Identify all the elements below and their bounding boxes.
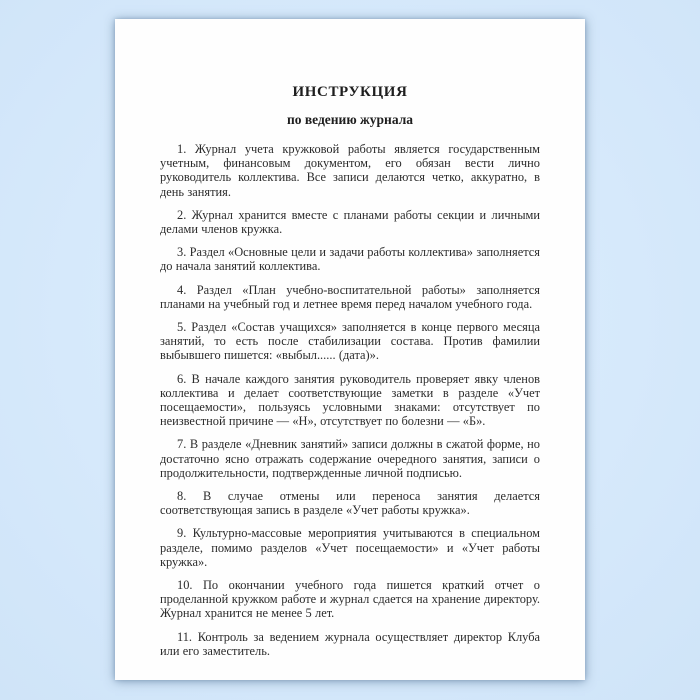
document-page [115,19,585,680]
document-paragraph: 3. Раздел «Основные цели и задачи работы коллектива» заполняется до начала занятий коллектива. [160,245,540,274]
document-paragraph: 10. По окончании учебного года пишется краткий отчет о проделанной кружком работе и журнал сдается на хранение директору. Журнал хранится не менее 5 лет. [160,578,540,621]
document-paragraph: 7. В разделе «Дневник занятий» записи должны в сжатой форме, но достаточно ясно отражать содержание очередного занятия, записи о продолжительности, подтвержденные личной подписью. [160,437,540,480]
document-paragraph: 11. Контроль за ведением журнала осуществляет директор Клуба или его заместитель. [160,629,540,658]
document-paragraph: 8. В случае отмены или переноса занятия делается соответствующая запись в разделе «Учет работы кружка». [160,489,540,518]
document-title: ИНСТРУКЦИЯ [292,84,408,100]
document-paragraph: 1. Журнал учета кружковой работы является государственным учетным, финансовым документом, его обязан вести лично руководитель коллектива. Все записи делаются четко, аккуратно, в день занятия. [160,142,540,199]
document-paragraph: 6. В начале каждого занятия руководитель проверяет явку членов коллектива и делает соответствующие заметки в разделе «Учет посещаемости», пользуясь условными знаками: отсутствует по неизвестной причине — «Н», отсутствует по болезни — «Б». [160,371,540,429]
document-paragraph: 2. Журнал хранится вместе с планами работы секции и личными делами членов кружка. [160,207,540,237]
document-paragraph: 4. Раздел «План учебно-воспитательной работы» заполняется планами на учебный год и летнее время перед началом учебного года. [160,282,540,311]
paragraph-list [160,142,540,658]
document-paragraph: 5. Раздел «Состав учащихся» заполняется в конце первого месяца занятий, то есть после стабилизации состава. Против фамилии выбывшего пишется: «выбыл...... (дата)». [160,320,540,363]
document-paragraph: 9. Культурно-массовые мероприятия учитываются в специальном разделе, помимо разделов «Учет посещаемости» и «Учет работы кружка». [160,526,540,569]
document-subtitle: по ведению журнала [286,112,414,127]
